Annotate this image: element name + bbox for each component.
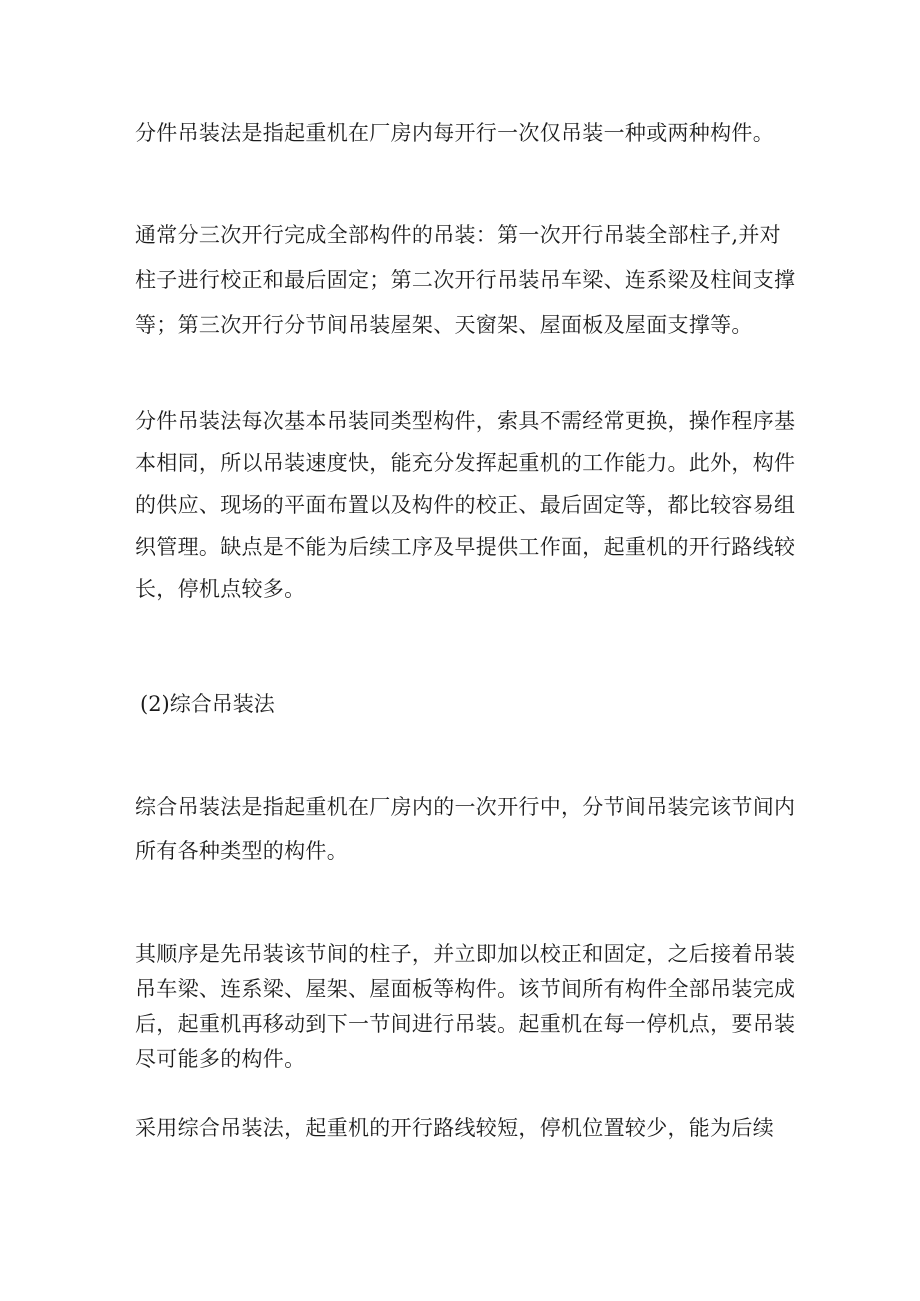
- paragraph-comprehensive-sequence: 其顺序是先吊装该节间的柱子，并立即加以校正和固定，之后接着吊装吊车梁、连系梁、屋架、屋面板等构件。该节间所有构件全部吊装完成后，起重机再移动到下一节间进行吊装。起重机在每一停机点，要吊装尽可能多的构件。: [135, 942, 796, 1071]
- paragraph-three-passes: 通常分三次开行完成全部构件的吊装：第一次开行吊装全部柱子,并对柱子进行校正和最后固定；第二次开行吊装吊车梁、连系梁及柱间支撑等；第三次开行分节间吊装屋架、天窗架、屋面板及屋面支撑等。: [135, 223, 796, 337]
- section-heading-comprehensive-lifting: (2)综合吊装法: [140, 692, 275, 716]
- paragraph-split-lifting-definition: 分件吊装法是指起重机在厂房内每开行一次仅吊装一种或两种构件。: [135, 121, 774, 145]
- paragraph-split-lifting-pros-cons: 分件吊装法每次基本吊装同类型构件，索具不需经常更换，操作程序基本相同，所以吊装速度快，能充分发挥起重机的工作能力。此外，构件的供应、现场的平面布置以及构件的校正、最后固定等，都比较容易组织管理。缺点是不能为后续工序及早提供工作面，起重机的开行路线较长，停机点较多。: [135, 409, 796, 601]
- paragraph-comprehensive-definition: 综合吊装法是指起重机在厂房内的一次开行中，分节间吊装完该节间内所有各种类型的构件。: [135, 795, 796, 863]
- paragraph-comprehensive-advantages: 采用综合吊装法，起重机的开行路线较短，停机位置较少，能为后续: [135, 1116, 774, 1140]
